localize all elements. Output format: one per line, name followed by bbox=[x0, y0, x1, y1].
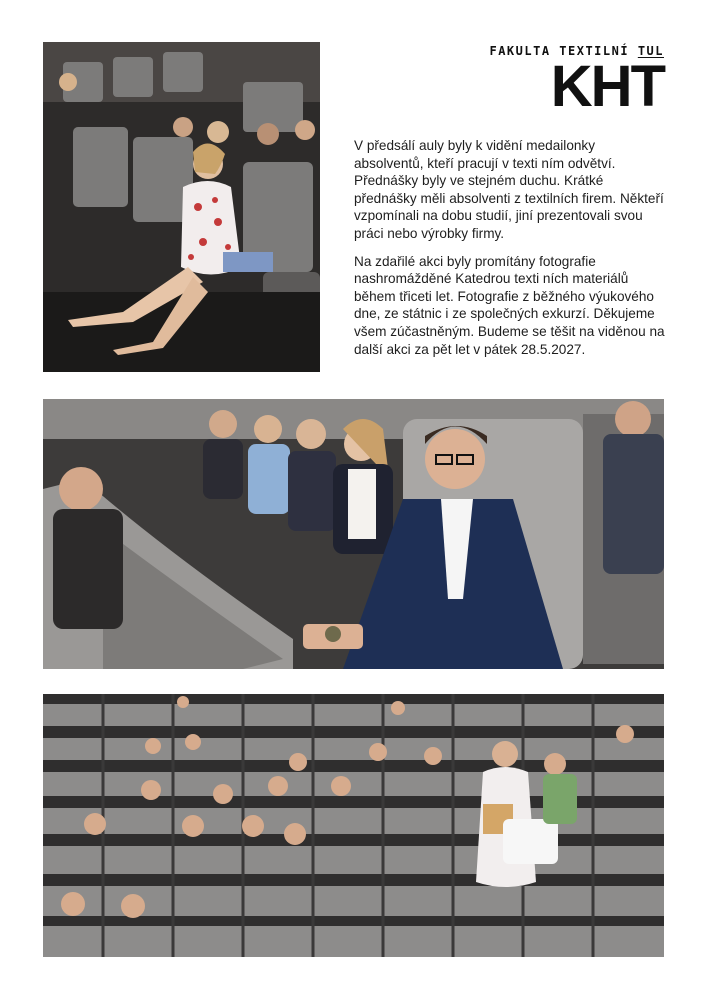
faculty-name: FAKULTA TEXTILNÍ bbox=[489, 44, 630, 58]
photo-bottom-drawing bbox=[43, 694, 664, 957]
photo-top-drawing bbox=[43, 42, 320, 372]
photo-mid-drawing bbox=[43, 399, 664, 669]
photo-audience-woman-floral-dress bbox=[43, 42, 320, 372]
photo-seated-row-attendees bbox=[43, 399, 664, 669]
department-title: KHT bbox=[550, 54, 664, 119]
paragraph-2: Na zdařilé akci byly promítány fotografie nashromážděné Katedrou texti ních materiálů během třiceti let. Fotografie z běžného výukového dne, ze státnic i ze společných exkurzí. Děkujeme všem zúčastněným. Budeme se těšit na viděnou na další akci za pět let v pátek 28.5.2027. bbox=[354, 253, 665, 357]
photo-auditorium-audience bbox=[43, 694, 664, 957]
tul-label: TUL bbox=[637, 44, 664, 58]
paragraph-1: V předsálí auly byly k vidění medailonky absolventů, kteří pracují v texti ním odvětví. Přednášky byly ve stejném duchu. Krátké přednášky měli absolventi z textilních firem. Někteří vzpomínali na dobu studií, jiní prezentovali svou práci nebo výrobky firmy. bbox=[354, 138, 664, 241]
article-text bbox=[354, 137, 666, 368]
